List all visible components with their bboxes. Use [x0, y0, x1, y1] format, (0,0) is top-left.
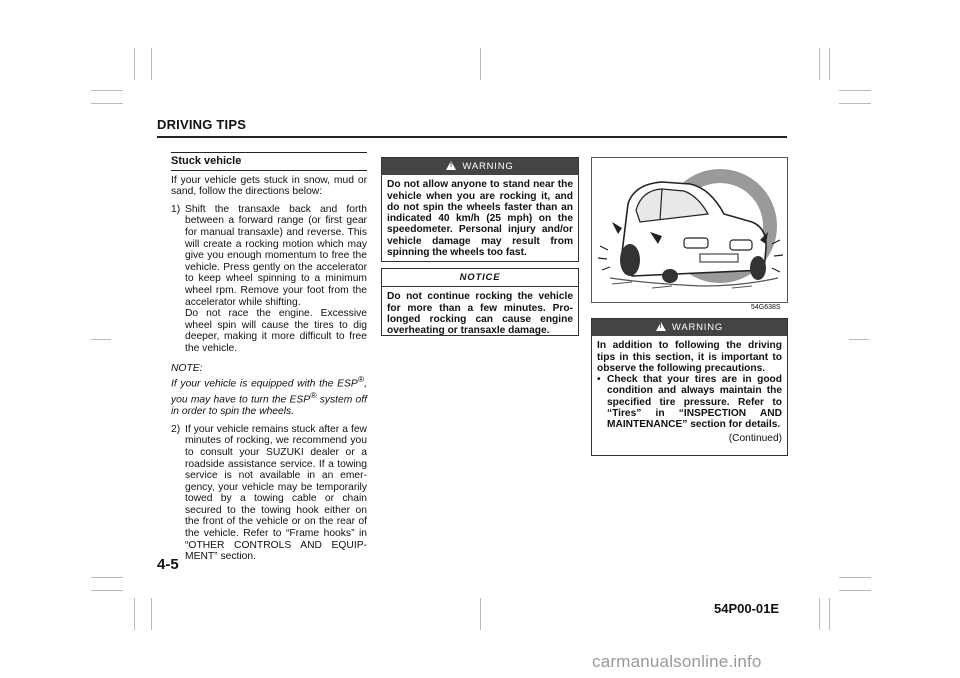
stuck-car-illustration [591, 157, 788, 303]
esp-note [171, 363, 367, 418]
crop-mark [819, 598, 820, 630]
crop-mark [91, 90, 123, 91]
warning-2-bullet-text: Check that your tires are in good condition and always maintain the specified tire pressure. Refer to “Tires” in “INSPECTION AND MAINTENANCE” section for details. [607, 374, 782, 431]
registered-mark: ® [310, 390, 317, 401]
no-standing-near-car-icon [592, 158, 787, 302]
warning-header: !WARNING [592, 319, 787, 336]
crop-mark [829, 48, 830, 80]
page-header-title: DRIVING TIPS [157, 117, 247, 132]
section-title: Stuck vehicle [171, 152, 367, 171]
step-2-text: If your vehicle remains stuck after a few minutes of rocking, we recommend you to consult your SUZUKI dealer or a roadside assistance service. If a towing service is not available in an emer-gency, your vehicle may be temporarily towed by a towing cable or chain secured to the towing hook either on the front of the vehicle or on the rear of the vehicle. Refer to “Frame hooks” in “OTHER CONTROLS AND EQUIP-MENT” section. [185, 423, 367, 563]
warning-text: Do not allow anyone to stand near the vehicle when you are rocking it, and do not spin the wheels faster than an indicated 40 km/h (25 mph) on the speedometer. Personal injury and/or vehicle damage may result from spinning the wheels too fast. [387, 179, 573, 259]
crop-mark [839, 103, 871, 104]
figure-code: 54G638S [751, 304, 781, 311]
continued-label: (Continued) [728, 432, 782, 444]
note-text-a: If your vehicle is equipped with the ESP [171, 378, 358, 390]
warning-header: !WARNING [382, 158, 578, 175]
stuck-vehicle-section [171, 152, 367, 569]
warning-2-bullet [597, 374, 782, 430]
step-2 [171, 424, 367, 563]
crop-mark [91, 577, 123, 578]
warning-box [381, 157, 579, 262]
crop-mark [91, 103, 123, 104]
document-code: 54P00-01E [714, 601, 780, 616]
note-text-b: , you may have to turn the ESP [171, 378, 367, 406]
crop-mark [829, 598, 830, 630]
crop-mark [819, 48, 820, 80]
crop-mark [91, 590, 123, 591]
crop-mark [480, 598, 481, 630]
crop-mark [480, 48, 481, 80]
note-text-c: system off in order to spin the wheels. [171, 394, 368, 418]
intro-paragraph: If your vehicle gets stuck in snow, mud or sand, follow the directions below: [171, 174, 367, 198]
step-1-caution-text: Do not race the engine. Excessive wheel spin will cause the tires to dig deeper, making it more difficult to free the vehicle. [185, 308, 367, 354]
crop-mark [151, 48, 152, 80]
warning-2-text: In addition to following the driving tips in this section, it is important to observe the following precautions. [597, 340, 782, 374]
crop-mark [91, 339, 111, 340]
step-2-number: 2) [171, 423, 181, 435]
notice-box [381, 268, 579, 336]
crop-mark [849, 339, 869, 340]
step-1-number: 1) [171, 203, 181, 215]
notice-text: Do not continue rocking the vehicle for more than a few minutes. Pro-longed rocking can cause engine overheating or transaxle damage. [387, 291, 573, 337]
step-1 [171, 204, 367, 355]
crop-mark [839, 90, 871, 91]
notice-header: NOTICE [382, 269, 578, 287]
warning-box-2 [591, 318, 788, 456]
registered-mark: ® [357, 374, 365, 385]
note-label: NOTE: [171, 362, 203, 374]
crop-mark [839, 590, 871, 591]
bullet-glyph: • [597, 374, 601, 386]
header-rule [157, 136, 787, 138]
page-number: 4-5 [157, 556, 179, 573]
crop-mark [134, 48, 135, 80]
warning-triangle-icon [656, 322, 666, 331]
crop-mark [134, 598, 135, 630]
warning-triangle-icon [446, 161, 456, 170]
crop-mark [151, 598, 152, 630]
step-1-text: Shift the transaxle back and forth between a forward range (or first gear for manual transaxle) and reverse. This will create a rocking motion which may give you enough momentum to free the vehicle. Press gently on the accelerator to keep wheel spinning to a minimum wheel rpm. Remove your foot from the accelerator while shifting. [185, 203, 367, 308]
crop-mark [839, 577, 871, 578]
watermark: carmanualsonline.info [592, 652, 762, 671]
